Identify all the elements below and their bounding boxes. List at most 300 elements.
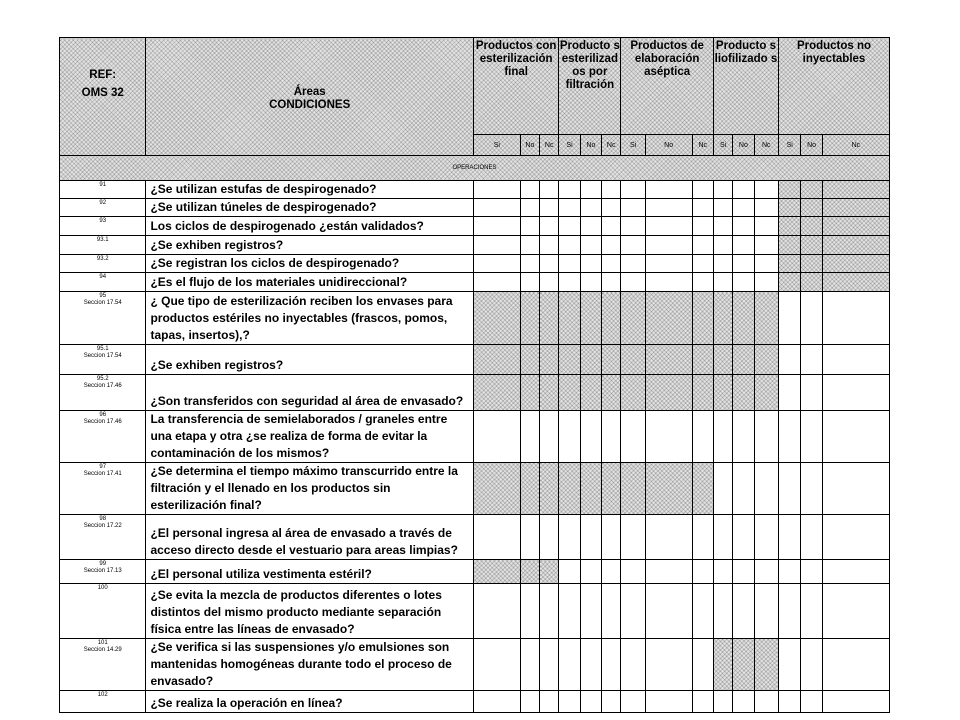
answer-cell[interactable] <box>801 639 822 691</box>
not-applicable-cell <box>692 345 713 375</box>
answer-cell[interactable] <box>540 584 559 639</box>
answer-cell[interactable] <box>733 463 754 515</box>
row-reference: 95.2 Seccion 17.46 <box>60 375 146 411</box>
answer-cell[interactable] <box>473 255 520 273</box>
answer-cell[interactable] <box>580 691 601 713</box>
answer-cell[interactable] <box>520 273 539 292</box>
answer-cell[interactable] <box>621 255 645 273</box>
row-question: ¿Es el flujo de los materiales unidireccional? <box>146 273 474 292</box>
answer-cell[interactable] <box>822 463 889 515</box>
answer-cell[interactable] <box>754 181 778 199</box>
answer-cell[interactable] <box>473 691 520 713</box>
row-reference: 93.2 <box>60 255 146 273</box>
not-applicable-cell <box>779 199 801 217</box>
subheader-no: No <box>645 135 692 156</box>
row-reference: 91 <box>60 181 146 199</box>
answer-cell[interactable] <box>713 181 732 199</box>
answer-cell[interactable] <box>822 691 889 713</box>
row-reference: 96 Seccion 17.46 <box>60 411 146 463</box>
answer-cell[interactable] <box>580 181 601 199</box>
not-applicable-cell <box>559 345 580 375</box>
answer-cell[interactable] <box>801 345 822 375</box>
subheader-si: Si <box>559 135 580 156</box>
answer-cell[interactable] <box>645 515 692 560</box>
answer-cell[interactable] <box>520 411 539 463</box>
not-applicable-cell <box>540 463 559 515</box>
areas-header <box>146 38 474 156</box>
row-reference: 94 <box>60 273 146 292</box>
not-applicable-cell <box>801 217 822 236</box>
answer-cell[interactable] <box>580 411 601 463</box>
answer-cell[interactable] <box>692 217 713 236</box>
row-question: Los ciclos de despirogenado ¿están validados? <box>146 217 474 236</box>
not-applicable-cell <box>754 639 778 691</box>
answer-cell[interactable] <box>559 515 580 560</box>
answer-cell[interactable] <box>520 691 539 713</box>
answer-cell[interactable] <box>520 255 539 273</box>
answer-cell[interactable] <box>754 691 778 713</box>
answer-cell[interactable] <box>645 199 692 217</box>
not-applicable-cell <box>779 255 801 273</box>
subheader-no: No <box>733 135 754 156</box>
answer-cell[interactable] <box>779 560 801 584</box>
answer-cell[interactable] <box>559 639 580 691</box>
subheader-no: No <box>801 135 822 156</box>
row-question: ¿Se exhiben registros? <box>146 345 474 375</box>
ref-header <box>60 38 146 156</box>
answer-cell[interactable] <box>692 691 713 713</box>
answer-cell[interactable] <box>754 515 778 560</box>
answer-cell[interactable] <box>621 236 645 255</box>
answer-cell[interactable] <box>559 691 580 713</box>
answer-cell[interactable] <box>559 584 580 639</box>
not-applicable-cell <box>540 375 559 411</box>
not-applicable-cell <box>520 463 539 515</box>
answer-cell[interactable] <box>754 463 778 515</box>
answer-cell[interactable] <box>754 584 778 639</box>
answer-cell[interactable] <box>520 584 539 639</box>
answer-cell[interactable] <box>602 236 621 255</box>
not-applicable-cell <box>520 375 539 411</box>
row-reference: 98 Seccion 17.22 <box>60 515 146 560</box>
ref-label: REF: <box>89 69 117 81</box>
answer-cell[interactable] <box>754 217 778 236</box>
table-row <box>60 560 890 584</box>
table-row <box>60 199 890 217</box>
answer-cell[interactable] <box>733 236 754 255</box>
answer-cell[interactable] <box>602 217 621 236</box>
answer-cell[interactable] <box>754 273 778 292</box>
answer-cell[interactable] <box>801 463 822 515</box>
answer-cell[interactable] <box>733 411 754 463</box>
not-applicable-cell <box>822 236 889 255</box>
subheader-nc: Nc <box>540 135 559 156</box>
answer-cell[interactable] <box>779 411 801 463</box>
not-applicable-cell <box>645 375 692 411</box>
answer-cell[interactable] <box>580 236 601 255</box>
answer-cell[interactable] <box>621 691 645 713</box>
answer-cell[interactable] <box>602 199 621 217</box>
answer-cell[interactable] <box>822 345 889 375</box>
answer-cell[interactable] <box>473 181 520 199</box>
not-applicable-cell <box>779 236 801 255</box>
answer-cell[interactable] <box>602 691 621 713</box>
row-question: ¿Se utilizan estufas de despirogenado? <box>146 181 474 199</box>
answer-cell[interactable] <box>713 217 732 236</box>
answer-cell[interactable] <box>473 273 520 292</box>
answer-cell[interactable] <box>779 639 801 691</box>
row-reference: 101 Seccion 14.29 <box>60 639 146 691</box>
subheader-si: Si <box>473 135 520 156</box>
row-question: La transferencia de semielaborados / graneles entre una etapa y otra ¿se realiza de forma de evitar la contaminación de los mismos? <box>146 411 474 463</box>
answer-cell[interactable] <box>733 199 754 217</box>
answer-cell[interactable] <box>559 255 580 273</box>
answer-cell[interactable] <box>602 273 621 292</box>
answer-cell[interactable] <box>580 584 601 639</box>
not-applicable-cell <box>621 292 645 345</box>
answer-cell[interactable] <box>602 255 621 273</box>
answer-cell[interactable] <box>822 515 889 560</box>
answer-cell[interactable] <box>580 199 601 217</box>
answer-cell[interactable] <box>754 199 778 217</box>
not-applicable-cell <box>540 292 559 345</box>
answer-cell[interactable] <box>645 411 692 463</box>
not-applicable-cell <box>779 273 801 292</box>
answer-cell[interactable] <box>692 639 713 691</box>
not-applicable-cell <box>779 181 801 199</box>
answer-cell[interactable] <box>540 273 559 292</box>
answer-cell[interactable] <box>822 411 889 463</box>
answer-cell[interactable] <box>692 273 713 292</box>
answer-cell[interactable] <box>473 584 520 639</box>
answer-cell[interactable] <box>801 411 822 463</box>
answer-cell[interactable] <box>801 375 822 411</box>
subheader-nc: Nc <box>754 135 778 156</box>
answer-cell[interactable] <box>645 255 692 273</box>
group-header-esterilizados-filtracion: Producto s esterilizad os por filtración <box>559 38 621 135</box>
not-applicable-cell <box>713 345 732 375</box>
answer-cell[interactable] <box>779 375 801 411</box>
answer-cell[interactable] <box>540 691 559 713</box>
row-question: ¿ Que tipo de esterilización reciben los envases para productos estériles no inyectables (frascos, pomos, tapas, insertos),? <box>146 292 474 345</box>
table-row <box>60 345 890 375</box>
answer-cell[interactable] <box>559 199 580 217</box>
answer-cell[interactable] <box>645 217 692 236</box>
answer-cell[interactable] <box>713 691 732 713</box>
group-header-esterilizacion-final: Productos con esterilización final <box>473 38 558 135</box>
not-applicable-cell <box>754 345 778 375</box>
answer-cell[interactable] <box>621 411 645 463</box>
answer-cell[interactable] <box>602 639 621 691</box>
row-question: ¿Se utilizan túneles de despirogenado? <box>146 199 474 217</box>
row-reference: 93 <box>60 217 146 236</box>
ref-code: OMS 32 <box>81 87 124 99</box>
row-reference: 95.1 Seccion 17.54 <box>60 345 146 375</box>
row-question: ¿Se realiza la operación en línea? <box>146 691 474 713</box>
not-applicable-cell <box>801 199 822 217</box>
not-applicable-cell <box>580 345 601 375</box>
not-applicable-cell <box>754 292 778 345</box>
answer-cell[interactable] <box>540 236 559 255</box>
not-applicable-cell <box>692 292 713 345</box>
answer-cell[interactable] <box>779 515 801 560</box>
row-reference: 93.1 <box>60 236 146 255</box>
answer-cell[interactable] <box>580 255 601 273</box>
not-applicable-cell <box>621 345 645 375</box>
not-applicable-cell <box>621 463 645 515</box>
answer-cell[interactable] <box>754 255 778 273</box>
table-row <box>60 639 890 691</box>
table-row <box>60 181 890 199</box>
table-row <box>60 273 890 292</box>
group-header-liofilizados: Producto s liofilizado s <box>713 38 778 135</box>
answer-cell[interactable] <box>602 584 621 639</box>
answer-cell[interactable] <box>692 181 713 199</box>
answer-cell[interactable] <box>692 255 713 273</box>
answer-cell[interactable] <box>801 691 822 713</box>
table-row <box>60 584 890 639</box>
not-applicable-cell <box>822 181 889 199</box>
answer-cell[interactable] <box>602 515 621 560</box>
not-applicable-cell <box>801 236 822 255</box>
answer-cell[interactable] <box>713 411 732 463</box>
answer-cell[interactable] <box>801 292 822 345</box>
answer-cell[interactable] <box>692 560 713 584</box>
answer-cell[interactable] <box>754 236 778 255</box>
answer-cell[interactable] <box>822 560 889 584</box>
row-question: ¿El personal ingresa al área de envasado a través de acceso directo desde el vestuario para areas limpias? <box>146 515 474 560</box>
row-reference: 97 Seccion 17.41 <box>60 463 146 515</box>
not-applicable-cell <box>713 639 732 691</box>
answer-cell[interactable] <box>733 515 754 560</box>
not-applicable-cell <box>621 375 645 411</box>
subheader-si: Si <box>713 135 732 156</box>
row-reference: 102 <box>60 691 146 713</box>
answer-cell[interactable] <box>692 236 713 255</box>
row-reference: 99 Seccion 17.13 <box>60 560 146 584</box>
not-applicable-cell <box>473 292 520 345</box>
not-applicable-cell <box>580 375 601 411</box>
answer-cell[interactable] <box>645 639 692 691</box>
answer-cell[interactable] <box>733 691 754 713</box>
answer-cell[interactable] <box>713 463 732 515</box>
answer-cell[interactable] <box>580 560 601 584</box>
answer-cell[interactable] <box>779 292 801 345</box>
answer-cell[interactable] <box>621 217 645 236</box>
answer-cell[interactable] <box>520 181 539 199</box>
answer-cell[interactable] <box>621 181 645 199</box>
answer-cell[interactable] <box>559 181 580 199</box>
answer-cell[interactable] <box>559 217 580 236</box>
answer-cell[interactable] <box>540 411 559 463</box>
not-applicable-cell <box>473 345 520 375</box>
answer-cell[interactable] <box>559 411 580 463</box>
not-applicable-cell <box>692 463 713 515</box>
not-applicable-cell <box>540 560 559 584</box>
not-applicable-cell <box>473 463 520 515</box>
not-applicable-cell <box>822 273 889 292</box>
subheader-nc: Nc <box>692 135 713 156</box>
row-reference: 92 <box>60 199 146 217</box>
answer-cell[interactable] <box>520 217 539 236</box>
answer-cell[interactable] <box>559 273 580 292</box>
answer-cell[interactable] <box>520 236 539 255</box>
answer-cell[interactable] <box>822 639 889 691</box>
not-applicable-cell <box>645 463 692 515</box>
answer-cell[interactable] <box>621 199 645 217</box>
not-applicable-cell <box>822 199 889 217</box>
not-applicable-cell <box>733 292 754 345</box>
answer-cell[interactable] <box>779 584 801 639</box>
answer-cell[interactable] <box>645 584 692 639</box>
not-applicable-cell <box>733 345 754 375</box>
answer-cell[interactable] <box>692 411 713 463</box>
answer-cell[interactable] <box>540 515 559 560</box>
subheader-no: No <box>580 135 601 156</box>
answer-cell[interactable] <box>621 515 645 560</box>
table-row <box>60 292 890 345</box>
not-applicable-cell <box>822 255 889 273</box>
not-applicable-cell <box>580 292 601 345</box>
answer-cell[interactable] <box>692 199 713 217</box>
not-applicable-cell <box>580 463 601 515</box>
answer-cell[interactable] <box>621 584 645 639</box>
answer-cell[interactable] <box>645 691 692 713</box>
answer-cell[interactable] <box>713 515 732 560</box>
answer-cell[interactable] <box>645 236 692 255</box>
answer-cell[interactable] <box>473 639 520 691</box>
row-question: ¿Son transferidos con seguridad al área de envasado? <box>146 375 474 411</box>
row-reference: 100 <box>60 584 146 639</box>
answer-cell[interactable] <box>645 273 692 292</box>
answer-cell[interactable] <box>733 255 754 273</box>
table-row <box>60 255 890 273</box>
answer-cell[interactable] <box>692 584 713 639</box>
answer-cell[interactable] <box>621 273 645 292</box>
row-question: ¿El personal utiliza vestimenta estéril? <box>146 560 474 584</box>
answer-cell[interactable] <box>621 560 645 584</box>
not-applicable-cell <box>645 292 692 345</box>
answer-cell[interactable] <box>801 560 822 584</box>
answer-cell[interactable] <box>602 181 621 199</box>
row-question: ¿Se evita la mezcla de productos diferentes o lotes distintos del mismo producto mediante separación física entre las líneas de envasado? <box>146 584 474 639</box>
not-applicable-cell <box>713 292 732 345</box>
subheader-si: Si <box>779 135 801 156</box>
answer-cell[interactable] <box>713 255 732 273</box>
answer-cell[interactable] <box>580 273 601 292</box>
section-operaciones: OPERACIONES <box>60 156 890 181</box>
not-applicable-cell <box>473 375 520 411</box>
answer-cell[interactable] <box>559 560 580 584</box>
answer-cell[interactable] <box>540 255 559 273</box>
row-question: ¿Se verifica si las suspensiones y/o emulsiones son mantenidas homogéneas durante todo el proceso de envasado? <box>146 639 474 691</box>
answer-cell[interactable] <box>540 181 559 199</box>
group-header-no-inyectables: Productos no inyectables <box>779 38 890 135</box>
answer-cell[interactable] <box>822 292 889 345</box>
answer-cell[interactable] <box>473 411 520 463</box>
answer-cell[interactable] <box>580 515 601 560</box>
row-question: ¿Se registran los ciclos de despirogenado? <box>146 255 474 273</box>
answer-cell[interactable] <box>520 639 539 691</box>
answer-cell[interactable] <box>733 181 754 199</box>
answer-cell[interactable] <box>779 691 801 713</box>
answer-cell[interactable] <box>733 217 754 236</box>
subheader-nc: Nc <box>602 135 621 156</box>
not-applicable-cell <box>801 255 822 273</box>
not-applicable-cell <box>733 375 754 411</box>
not-applicable-cell <box>713 375 732 411</box>
answer-cell[interactable] <box>473 217 520 236</box>
areas-label: Áreas <box>293 86 326 98</box>
answer-cell[interactable] <box>801 515 822 560</box>
answer-cell[interactable] <box>540 199 559 217</box>
not-applicable-cell <box>733 639 754 691</box>
answer-cell[interactable] <box>779 463 801 515</box>
answer-cell[interactable] <box>822 375 889 411</box>
answer-cell[interactable] <box>621 639 645 691</box>
answer-cell[interactable] <box>692 515 713 560</box>
answer-cell[interactable] <box>602 560 621 584</box>
answer-cell[interactable] <box>713 273 732 292</box>
answer-cell[interactable] <box>602 411 621 463</box>
answer-cell[interactable] <box>473 199 520 217</box>
answer-cell[interactable] <box>645 560 692 584</box>
table-row <box>60 236 890 255</box>
answer-cell[interactable] <box>754 411 778 463</box>
not-applicable-cell <box>473 560 520 584</box>
table-row <box>60 375 890 411</box>
subheader-nc: Nc <box>822 135 889 156</box>
answer-cell[interactable] <box>713 560 732 584</box>
answer-cell[interactable] <box>713 199 732 217</box>
answer-cell[interactable] <box>540 639 559 691</box>
answer-cell[interactable] <box>520 515 539 560</box>
answer-cell[interactable] <box>540 217 559 236</box>
table-row <box>60 691 890 713</box>
row-question: ¿Se determina el tiempo máximo transcurrido entre la filtración y el llenado en los productos sin esterilización final? <box>146 463 474 515</box>
not-applicable-cell <box>559 375 580 411</box>
answer-cell[interactable] <box>473 236 520 255</box>
table-row <box>60 515 890 560</box>
table-row <box>60 463 890 515</box>
group-header-elaboracion-aseptica: Productos de elaboración aséptica <box>621 38 714 135</box>
answer-cell[interactable] <box>733 273 754 292</box>
conditions-label: CONDICIONES <box>269 99 351 111</box>
subheader-no: No <box>520 135 539 156</box>
answer-cell[interactable] <box>822 584 889 639</box>
answer-cell[interactable] <box>473 515 520 560</box>
answer-cell[interactable] <box>801 584 822 639</box>
table-row <box>60 411 890 463</box>
answer-cell[interactable] <box>580 217 601 236</box>
answer-cell[interactable] <box>520 199 539 217</box>
answer-cell[interactable] <box>645 181 692 199</box>
answer-cell[interactable] <box>713 584 732 639</box>
answer-cell[interactable] <box>754 560 778 584</box>
answer-cell[interactable] <box>733 584 754 639</box>
answer-cell[interactable] <box>733 560 754 584</box>
answer-cell[interactable] <box>559 236 580 255</box>
not-applicable-cell <box>602 345 621 375</box>
answer-cell[interactable] <box>713 236 732 255</box>
answer-cell[interactable] <box>580 639 601 691</box>
answer-cell[interactable] <box>779 345 801 375</box>
not-applicable-cell <box>801 273 822 292</box>
not-applicable-cell <box>602 292 621 345</box>
table-row <box>60 217 890 236</box>
not-applicable-cell <box>822 217 889 236</box>
not-applicable-cell <box>801 181 822 199</box>
